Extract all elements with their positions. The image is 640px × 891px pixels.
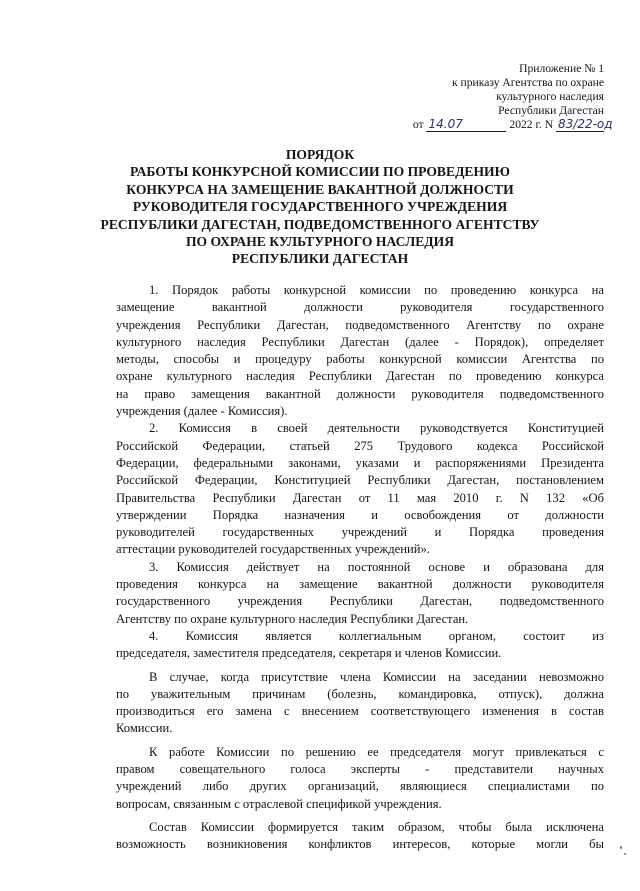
paragraph-line: Российской Федерации, статьей 275 Трудового кодекса Российской: [116, 438, 604, 453]
document-body: [116, 282, 604, 854]
paragraph-line: производиться его замена с внесением соответствующего изменения в состав: [116, 704, 604, 719]
paragraph-line: 4. Комиссия является коллегиальным органом, состоит из: [149, 628, 604, 643]
paragraph-line: методы, способы и процедуру работы конкурсной комиссии Агентства по: [116, 352, 604, 367]
paragraph-line: Российской Федерации, Конституцией Республики Дагестан, постановлением: [116, 473, 604, 488]
year-suffix: 2022 г. N: [509, 118, 554, 131]
paragraph-line: на право замещения вакантной должности руководителя подведомственного: [116, 386, 604, 401]
paragraph-line: охране культурного наследия Республики Дагестан по проведению конкурса: [116, 369, 604, 384]
paragraph-line: Федерации, федеральными законами, указами и распоряжениями Президента: [116, 455, 604, 470]
title-line: РЕСПУБЛИКИ ДАГЕСТАН: [231, 251, 409, 267]
paragraph-line: возможность возникновения конфликтов интересов, которые могли бы: [116, 837, 604, 852]
appendix-line: Приложение № 1: [519, 62, 604, 75]
paragraph-line: по уважительным причинам (болезнь, командировка, отпуск), должна: [116, 686, 604, 701]
paragraph-line: утверждении Порядка назначения и освобождения от должности: [116, 507, 604, 522]
paragraph-line: Состав Комиссии формируется таким образом, чтобы была исключена: [149, 819, 604, 834]
appendix-line: культурного наследия: [496, 90, 604, 103]
title-line: ПОРЯДОК: [285, 147, 355, 162]
paragraph-line: 3. Комиссия действует на постоянной основе и образована для: [149, 559, 604, 574]
appendix-block: [374, 62, 613, 132]
paragraph-line: председателя, заместителя председателя, секретаря и членов Комиссии.: [116, 646, 502, 661]
paragraph-line: В случае, когда присутствие члена Комиссии на заседании невозможно: [149, 669, 604, 684]
title-line: РУКОВОДИТЕЛЯ ГОСУДАРСТВЕННОГО УЧРЕЖДЕНИЯ: [132, 199, 508, 215]
paragraph-line: культурного наследия Республики Дагестан (далее - Порядок), определяет: [116, 334, 604, 349]
paragraph-line: Правительства Республики Дагестан от 11 мая 2010 г. N 132 «Об: [116, 490, 604, 505]
paragraph-line: аттестации руководителей государственных учреждений».: [116, 542, 430, 557]
appendix-line: к приказу Агентства по охране: [452, 76, 604, 89]
paragraph-line: правом совещательного голоса эксперты - представители научных: [116, 762, 604, 777]
scan-speck: [620, 846, 622, 849]
paragraph-line: вопросам, связанным с отраслевой спецификой учреждения.: [116, 796, 442, 811]
paragraph-line: К работе Комиссии по решению ее председателя могут привлекаться с: [149, 744, 604, 759]
appendix-date-line: [374, 117, 613, 132]
paragraph-line: 2. Комиссия в своей деятельности руководствуется Конституцией: [149, 421, 604, 436]
paragraph-line: замещение вакантной должности руководителя государственного: [116, 300, 604, 315]
paragraph-line: проведения конкурса на замещение вакантной должности руководителя: [116, 577, 604, 592]
title-line: РЕСПУБЛИКИ ДАГЕСТАН, ПОДВЕДОМСТВЕННОГО АГЕНТСТВУ: [100, 216, 540, 232]
paragraph-line: государственного учреждения Республики Дагестан, подведомственного: [116, 594, 604, 609]
handwritten-order-number: 83/22-од: [558, 117, 613, 131]
paragraph-line: учреждения (далее - Комиссия).: [116, 404, 288, 419]
date-prefix: от: [412, 118, 424, 131]
paragraph-line: руководителей государственных учреждений и Порядка проведения: [116, 525, 604, 540]
title-line: КОНКУРСА НА ЗАМЕЩЕНИЕ ВАКАНТНОЙ ДОЛЖНОСТИ: [126, 181, 514, 197]
appendix-line: Республики Дагестан: [498, 104, 604, 117]
paragraph-line: учреждений либо других организаций, являющиеся специалистами по: [116, 779, 604, 794]
document-title: [100, 146, 540, 268]
scan-speck: [624, 853, 626, 855]
paragraph-line: 1. Порядок работы конкурсной комиссии по проведению конкурса на: [149, 283, 604, 297]
title-line: ПО ОХРАНЕ КУЛЬТУРНОГО НАСЛЕДИЯ: [185, 234, 455, 250]
handwritten-date: 14.07: [426, 118, 506, 132]
paragraph-line: Комиссии.: [116, 721, 173, 736]
paragraph-line: Агентству по охране культурного наследия Республики Дагестан.: [116, 611, 469, 626]
paragraph-line: учреждения Республики Дагестан, подведомственного Агентству по охране: [116, 317, 604, 332]
title-line: РАБОТЫ КОНКУРСНОЙ КОМИССИИ ПО ПРОВЕДЕНИЮ: [130, 164, 510, 180]
